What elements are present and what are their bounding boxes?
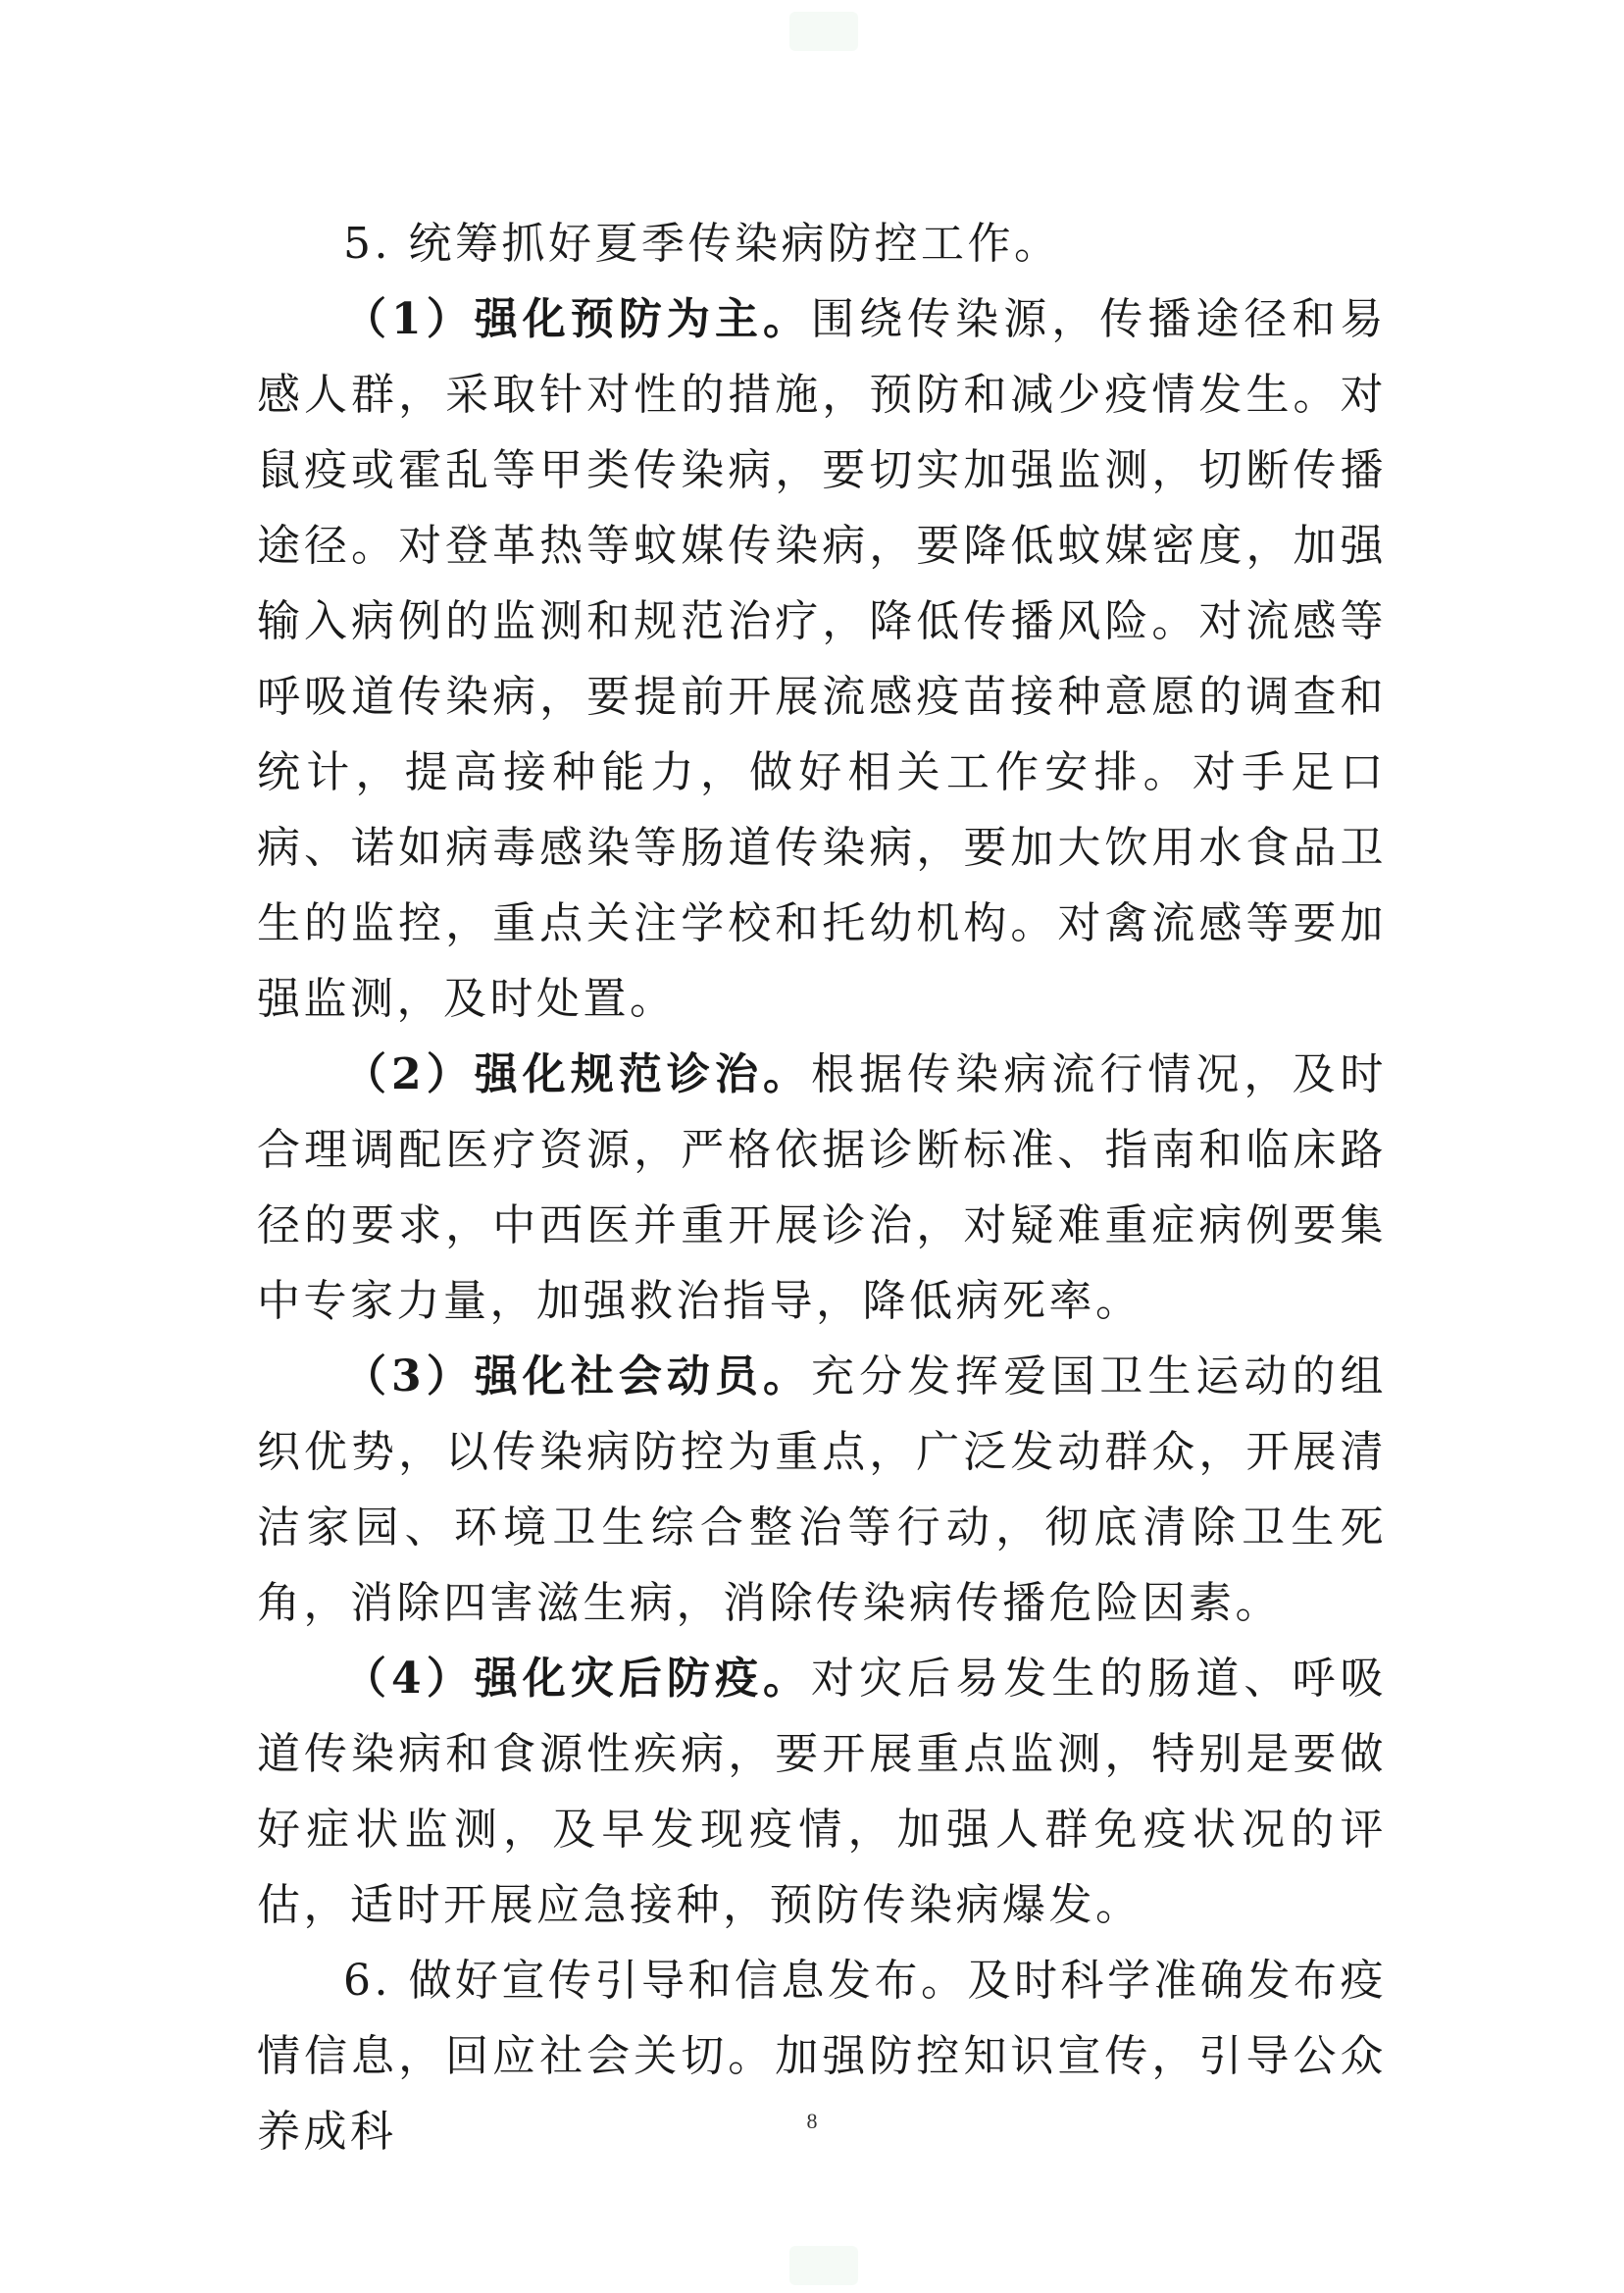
paragraph-heading: （1）强化预防为主。 — [343, 294, 812, 344]
paragraph — [257, 1943, 1387, 2169]
paragraph-text: 5. 统筹抓好夏季传染病防控工作。 — [343, 219, 1061, 269]
paragraph — [257, 281, 1387, 1037]
paragraph-text: 6. 做好宣传引导和信息发布。及时科学准确发布疫情信息，回应社会关切。加强防控知识宣传，引导公众养成科 — [257, 1956, 1387, 2157]
paragraph-text: 对灾后易发生的肠道、呼吸道传染病和食源性疾病，要开展重点监测，特别是要做好症状监测，及早发现疫情，加强人群免疫状况的评估，适时开展应急接种，预防传染病爆发。 — [257, 1654, 1387, 1930]
paragraph — [257, 1641, 1387, 1943]
paragraph — [257, 1339, 1387, 1641]
scan-artifact — [789, 2246, 858, 2285]
paragraph-text: 围绕传染源，传播途径和易感人群，采取针对性的措施，预防和减少疫情发生。对鼠疫或霍乱等甲类传染病，要切实加强监测，切断传播途径。对登革热等蚊媒传染病，要降低蚊媒密度，加强输入病例的监测和规范治疗，降低传播风险。对流感等呼吸道传染病，要提前开展流感疫苗接种意愿的调查和统计，提高接种能力，做好相关工作安排。对手足口病、诺如病毒感染等肠道传染病，要加大饮用水食品卫生的监控，重点关注学校和托幼机构。对禽流感等要加强监测，及时处置。 — [257, 294, 1387, 1024]
paragraph — [257, 1037, 1387, 1339]
page-number: 8 — [806, 2109, 818, 2133]
paragraph-text: 根据传染病流行情况，及时合理调配医疗资源，严格依据诊断标准、指南和临床路径的要求，中西医并重开展诊治，对疑难重症病例要集中专家力量，加强救治指导，降低病死率。 — [257, 1049, 1387, 1326]
scan-artifact — [789, 12, 858, 51]
paragraph-heading: （4）强化灾后防疫。 — [343, 1654, 812, 1704]
document-body — [257, 206, 1387, 2169]
paragraph-text: 充分发挥爱国卫生运动的组织优势，以传染病防控为重点，广泛发动群众，开展清洁家园、环境卫生综合整治等行动，彻底清除卫生死角，消除四害滋生病，消除传染病传播危险因素。 — [257, 1351, 1387, 1628]
paragraph-heading: （2）强化规范诊治。 — [343, 1049, 812, 1099]
paragraph-heading: （3）强化社会动员。 — [343, 1351, 812, 1401]
paragraph — [257, 206, 1387, 281]
